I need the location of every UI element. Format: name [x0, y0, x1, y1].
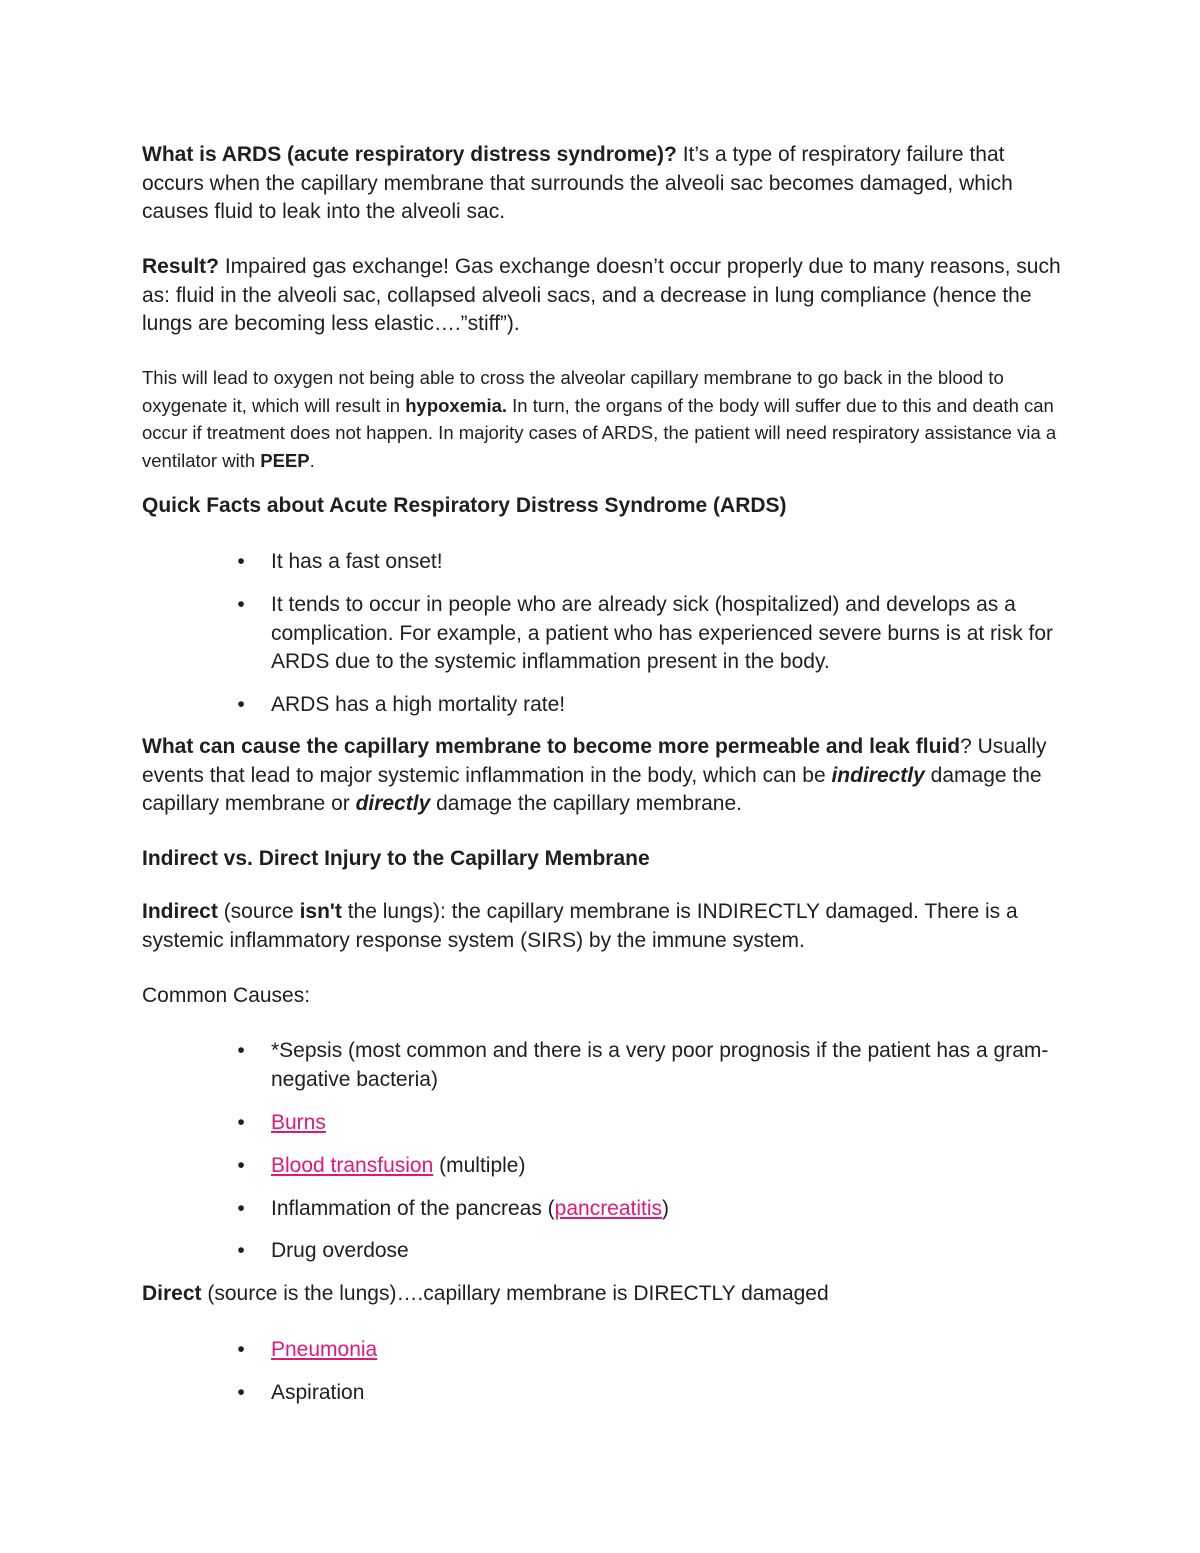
quick-facts-heading	[142, 492, 1072, 521]
bullet-icon: •	[237, 593, 245, 616]
direct-text: (source is the lungs)….capillary membrane is DIRECTLY damaged	[201, 1282, 829, 1305]
common-causes-heading: Common Causes:	[142, 984, 311, 1007]
overdose-text: Drug overdose	[271, 1239, 409, 1262]
direct-paragraph	[142, 1280, 1072, 1309]
indirect-text-2: the lungs): the capillary membrane is INDIRECTLY damaged. There is a systemic inflammatory response system (SIRS) by the immune system.	[142, 900, 1018, 952]
bullet-icon: •	[237, 1381, 245, 1404]
pancreatitis-link[interactable]: pancreatitis	[554, 1197, 663, 1220]
list-item	[237, 1109, 1071, 1138]
pancreas-prefix: Inflammation of the pancreas (	[271, 1197, 555, 1220]
indirect-text-1: (source	[217, 900, 300, 923]
list-item	[237, 548, 1071, 577]
blood-transfusion-link[interactable]: Blood transfusion	[271, 1154, 434, 1177]
list-item	[237, 691, 1071, 720]
bullet-icon: •	[237, 1039, 245, 1062]
consequence-text-3: .	[309, 449, 315, 471]
list-item	[237, 591, 1071, 677]
indirect-paragraph	[142, 898, 1072, 955]
result-text: Impaired gas exchange! Gas exchange doesn’t occur properly due to many reasons, such as: fluid in the alveoli sac, collapsed alveoli sacs, and a decrease in lung compliance (hence the lungs are becoming less elastic….”stiff”).	[142, 255, 1061, 335]
intro-answer: It’s a type of respiratory failure that occurs when the capillary membrane that surrounds the alveoli sac becomes damaged, which causes fluid to leak into the alveoli sac.	[142, 143, 1013, 223]
sepsis-text: *Sepsis (most common and there is a very poor prognosis if the patient has a gram-negative bacteria)	[271, 1039, 1049, 1091]
result-paragraph	[142, 253, 1072, 339]
quick-facts-heading-text: Quick Facts about Acute Respiratory Distress Syndrome (ARDS)	[142, 494, 787, 517]
list-item	[237, 1336, 1071, 1365]
directly-term: directly	[355, 792, 431, 815]
list-item	[237, 1037, 1071, 1094]
injury-heading	[142, 845, 1072, 874]
injury-heading-text: Indirect vs. Direct Injury to the Capillary Membrane	[142, 847, 650, 870]
question-mark: ?	[960, 735, 972, 758]
list-item	[237, 1379, 1071, 1408]
fact-text: ARDS has a high mortality rate!	[271, 693, 566, 716]
isnt-term: isn't	[299, 900, 342, 923]
permeability-question: What can cause the capillary membrane to become more permeable and leak fluid	[142, 735, 961, 758]
bullet-icon: •	[237, 693, 245, 716]
aspiration-text: Aspiration	[271, 1381, 365, 1404]
intro-paragraph	[142, 141, 1072, 227]
result-label: Result?	[142, 255, 220, 278]
bullet-icon: •	[237, 550, 245, 573]
hypoxemia-term: hypoxemia.	[405, 394, 508, 416]
bullet-icon: •	[237, 1197, 245, 1220]
pancreas-suffix: )	[662, 1197, 670, 1220]
consequence-text-1: This will lead to oxygen not being able to cross the alveolar capillary membrane to go back in the blood to oxygenate it, which will result in	[142, 367, 1004, 416]
indirectly-term: indirectly	[831, 763, 925, 787]
burns-link[interactable]: Burns	[271, 1111, 326, 1134]
fact-text: It tends to occur in people who are already sick (hospitalized) and develops as a complication. For example, a patient who has experienced severe burns is at risk for ARDS due to the systemic inflammation present in the body.	[271, 593, 1054, 673]
consequence-text-2: In turn, the organs of the body will suffer due to this and death can occur if treatment does not happen. In majority cases of ARDS, the patient will need respiratory assistance via a ventilator with	[142, 394, 1057, 471]
bullet-icon: •	[237, 1111, 245, 1134]
bullet-icon: •	[237, 1338, 245, 1361]
permeability-text-1: Usually events that lead to major systemic inflammation in the body, which can be	[142, 735, 1047, 787]
list-item	[237, 1195, 1071, 1224]
list-item	[237, 1237, 1071, 1266]
bullet-icon: •	[237, 1239, 245, 1262]
bullet-icon: •	[237, 1154, 245, 1177]
list-item	[237, 1152, 1071, 1181]
peep-term: PEEP	[260, 449, 310, 471]
permeability-text-2: damage the capillary membrane or	[142, 763, 1042, 815]
consequence-paragraph	[142, 364, 1072, 474]
permeability-paragraph	[142, 733, 1072, 819]
pneumonia-link[interactable]: Pneumonia	[271, 1338, 378, 1361]
indirect-label: Indirect	[142, 900, 218, 923]
intro-question: What is ARDS (acute respiratory distress syndrome)?	[142, 143, 677, 166]
permeability-text-3: damage the capillary membrane.	[430, 792, 742, 815]
direct-label: Direct	[142, 1282, 202, 1305]
blood-transfusion-suffix: (multiple)	[433, 1154, 526, 1177]
fact-text: It has a fast onset!	[271, 550, 443, 573]
